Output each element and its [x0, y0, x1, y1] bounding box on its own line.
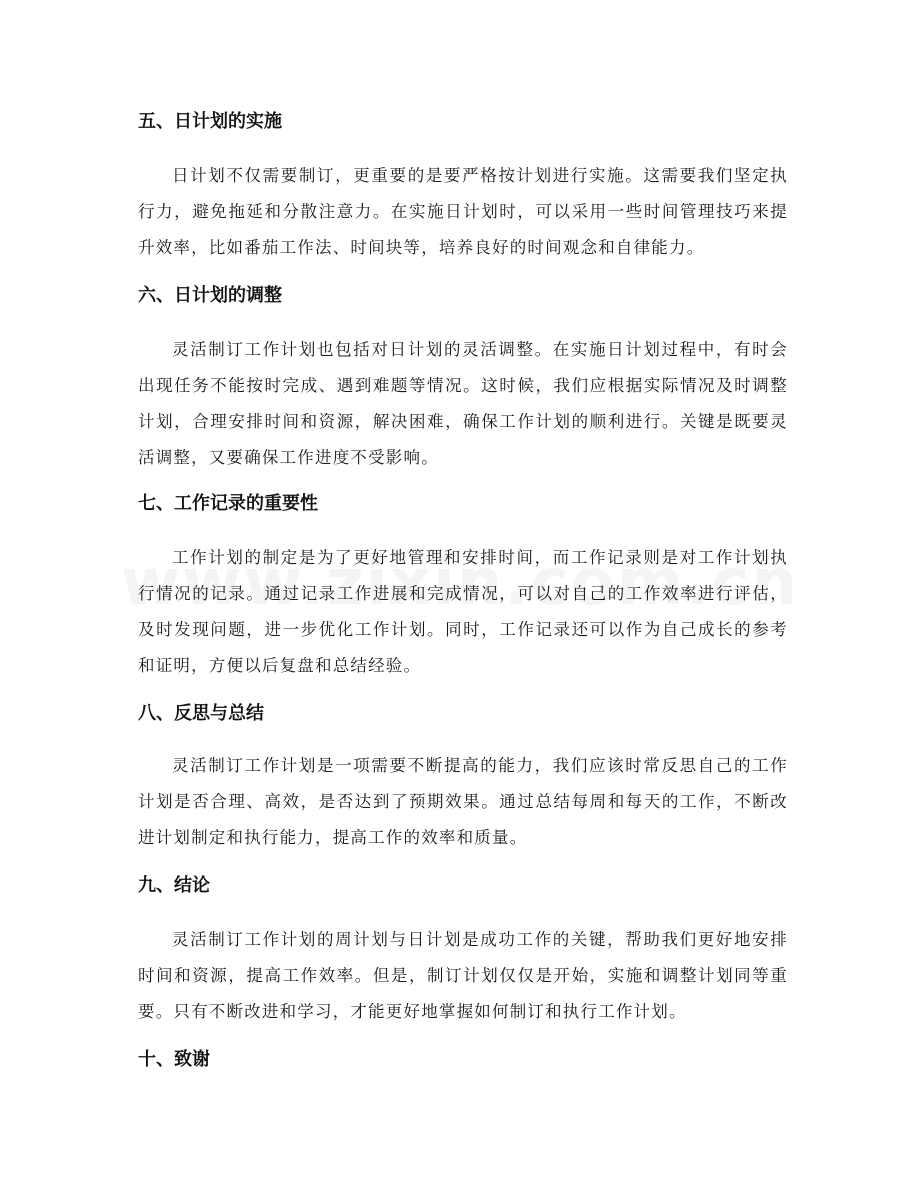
section-heading-7: 七、工作记录的重要性	[138, 493, 318, 514]
section-paragraph-6: 灵活制订工作计划也包括对日计划的灵活调整。在实施日计划过程中，有时会出现任务不能按时完成、遇到难题等情况。这时候，我们应根据实际情况及时调整计划，合理安排时间和资源，解决困难，确保工作计划的顺利进行。关键是既要灵活调整，又要确保工作进度不受影响。	[138, 340, 788, 467]
section-heading-10: 十、致谢	[138, 1049, 210, 1070]
section-paragraph-8: 灵活制订工作计划是一项需要不断提高的能力，我们应该时常反思自己的工作计划是否合理、高效，是否达到了预期效果。通过总结每周和每天的工作，不断改进计划制定和执行能力，提高工作的效率和质量。	[138, 756, 788, 847]
section-heading-8: 八、反思与总结	[138, 703, 264, 724]
section-heading-6: 六、日计划的调整	[138, 285, 282, 306]
section-paragraph-5: 日计划不仅需要制订，更重要的是要严格按计划进行实施。这需要我们坚定执行力，避免拖延和分散注意力。在实施日计划时，可以采用一些时间管理技巧来提升效率，比如番茄工作法、时间块等，培养良好的时间观念和自律能力。	[138, 166, 788, 257]
section-paragraph-7: 工作计划的制定是为了更好地管理和安排时间，而工作记录则是对工作计划执行情况的记录。通过记录工作进展和完成情况，可以对自己的工作效率进行评估，及时发现问题，进一步优化工作计划。同时，工作记录还可以作为自己成长的参考和证明，方便以后复盘和总结经验。	[138, 548, 788, 675]
section-heading-9: 九、结论	[138, 875, 210, 896]
section-heading-5: 五、日计划的实施	[138, 111, 282, 132]
section-paragraph-9: 灵活制订工作计划的周计划与日计划是成功工作的关键，帮助我们更好地安排时间和资源，提高工作效率。但是，制订计划仅仅是开始，实施和调整计划同等重要。只有不断改进和学习，才能更好地掌握如何制订和执行工作计划。	[138, 930, 788, 1021]
